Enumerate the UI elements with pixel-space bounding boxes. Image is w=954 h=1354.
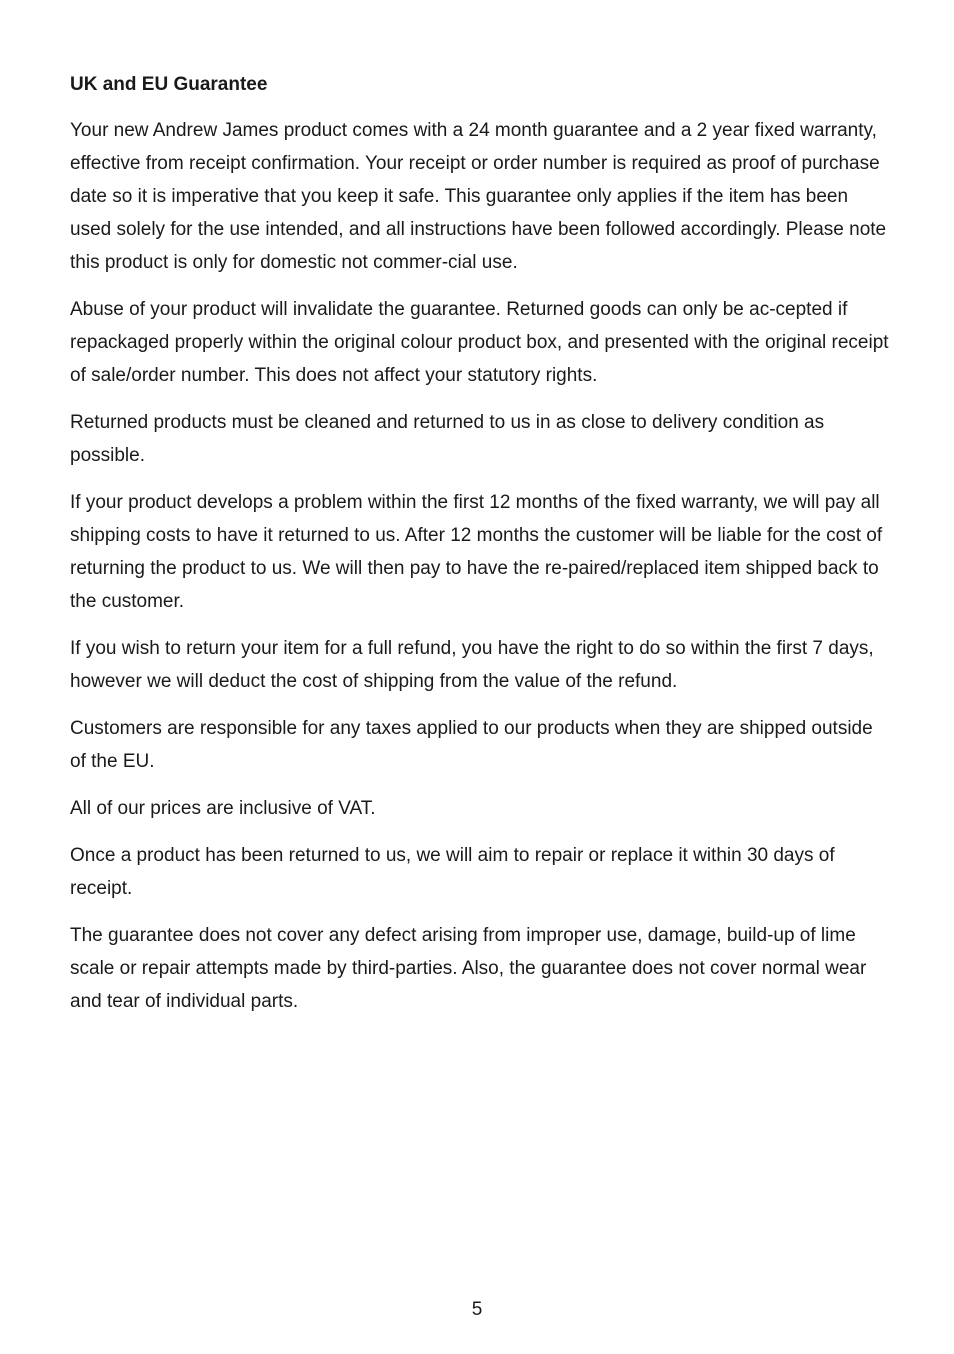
paragraph-shipping-costs: If your product develops a problem within the first 12 months of the fixed warranty, we will pay all shipping costs to have it returned to us. After 12 months the customer will be liable for the cost of returning the product to us. We will then pay to have the re-paired/replaced item shipped back to the customer. bbox=[70, 492, 883, 612]
paragraph-repair-time: Once a product has been returned to us, we will aim to repair or replace it within 30 days of receipt. bbox=[70, 845, 835, 899]
paragraph-exclusions: The guarantee does not cover any defect arising from improper use, damage, build-up of lime scale or repair attempts made by third-parties. Also, the guarantee does not cover normal wear and tear of individual parts. bbox=[70, 925, 867, 1012]
document-page bbox=[70, 70, 890, 1032]
paragraph-vat: All of our prices are inclusive of VAT. bbox=[70, 798, 376, 819]
paragraph-guarantee-terms: Your new Andrew James product comes with a 24 month guarantee and a 2 year fixed warranty, effective from receipt confirmation. Your receipt or order number is required as proof of purchase date so it is imperative that you keep it safe. This guarantee only applies if the item has been used solely for the use intended, and all instructions have been followed accordingly. Please note this product is only for domestic not commer-cial use. bbox=[70, 120, 887, 273]
paragraph-returned-condition: Returned products must be cleaned and returned to us in as close to delivery condition as possible. bbox=[70, 412, 825, 466]
page-number: 5 bbox=[471, 1299, 483, 1320]
paragraph-taxes: Customers are responsible for any taxes applied to our products when they are shipped outside of the EU. bbox=[70, 718, 873, 772]
section-heading: UK and EU Guarantee bbox=[70, 74, 268, 95]
paragraph-refund: If you wish to return your item for a full refund, you have the right to do so within the first 7 days, however we will deduct the cost of shipping from the value of the refund. bbox=[70, 638, 874, 692]
paragraph-abuse: Abuse of your product will invalidate the guarantee. Returned goods can only be ac-cepted if repackaged properly within the original colour product box, and presented with the original receipt of sale/order number. This does not affect your statutory rights. bbox=[70, 299, 889, 386]
